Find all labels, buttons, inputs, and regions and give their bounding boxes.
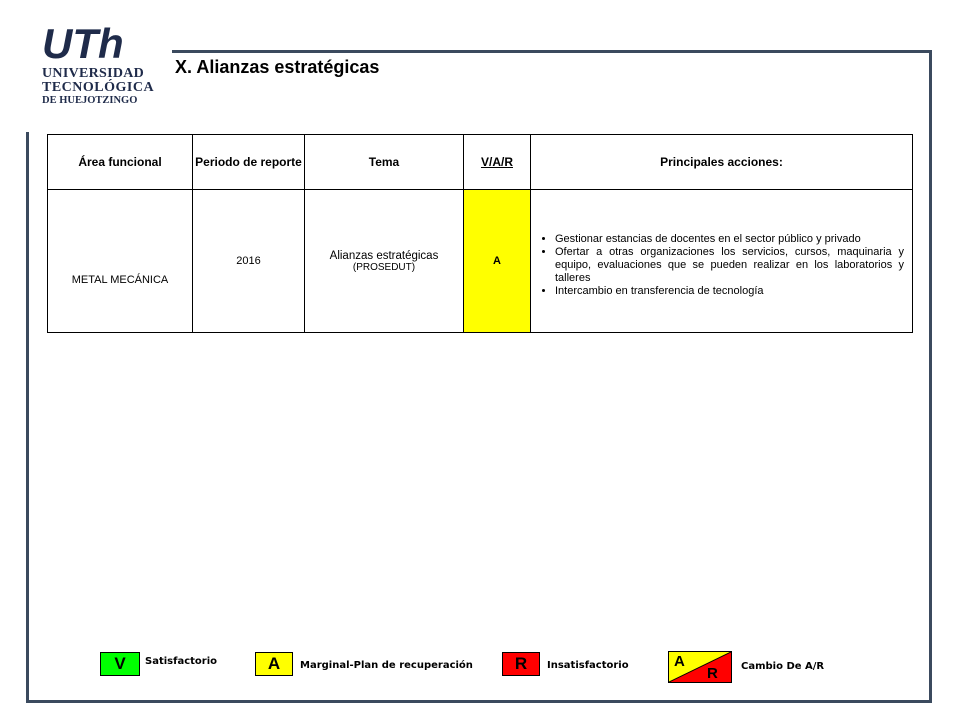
- legend-a-box: A: [255, 652, 293, 676]
- strategic-alliances-table: [47, 134, 913, 333]
- frame-top-line: [172, 50, 932, 53]
- cell-tema: [305, 190, 464, 333]
- legend-ar-letter-r: R: [707, 665, 718, 682]
- cell-var-status: A: [464, 190, 531, 333]
- action-item: • Gestionar estancias de docentes en el sector público y privado: [555, 233, 904, 246]
- legend-a-label: Marginal-Plan de recuperación: [300, 660, 473, 671]
- frame-left-line: [26, 132, 29, 703]
- legend-r-label: Insatisfactorio: [547, 660, 629, 671]
- table-header-row: [48, 135, 913, 190]
- action-item: • Ofertar a otras organizaciones los servicios, cursos, maquinaria y equipo, evaluaciones que se pueden realizar en los laboratorios y talleres: [555, 246, 904, 285]
- action-item: • Intercambio en transferencia de tecnología: [555, 285, 904, 298]
- logo-line-2: TECNOLÓGICA: [42, 80, 155, 95]
- university-logo: [40, 20, 155, 106]
- uth-logo-icon: [42, 24, 142, 64]
- header-area: Área funcional: [48, 135, 193, 190]
- cell-area: METAL MECÁNICA: [48, 190, 193, 333]
- frame-bottom-line: [26, 700, 932, 703]
- frame-right-line: [929, 50, 932, 703]
- legend-ar-box: [668, 651, 732, 683]
- table-row: [48, 190, 913, 333]
- header-period: Periodo de reporte: [193, 135, 305, 190]
- tema-sub: (PROSEDUT): [352, 261, 416, 273]
- header-var-label: V/A/R: [480, 155, 513, 169]
- logo-mark-text: UTh: [42, 24, 124, 64]
- actions-list: [537, 233, 904, 298]
- cell-period: 2016: [193, 190, 305, 333]
- legend-r-box: R: [502, 652, 540, 676]
- header-tema: Tema: [305, 135, 464, 190]
- logo-line-3: DE HUEJOTZINGO: [42, 95, 138, 106]
- legend-ar-letter-a: A: [674, 653, 685, 670]
- logo-text: [42, 67, 154, 107]
- page-title: X. Alianzas estratégicas: [175, 57, 380, 77]
- header-actions: Principales acciones:: [531, 135, 913, 190]
- logo-line-1: UNIVERSIDAD: [42, 66, 145, 81]
- legend-v-box: V: [100, 652, 140, 676]
- legend-v-label: Satisfactorio: [145, 656, 218, 667]
- cell-actions: [531, 190, 913, 333]
- legend-ar-label: Cambio De A/R: [741, 661, 825, 672]
- tema-main: Alianzas estratégicas: [329, 249, 439, 262]
- header-var: [464, 135, 531, 190]
